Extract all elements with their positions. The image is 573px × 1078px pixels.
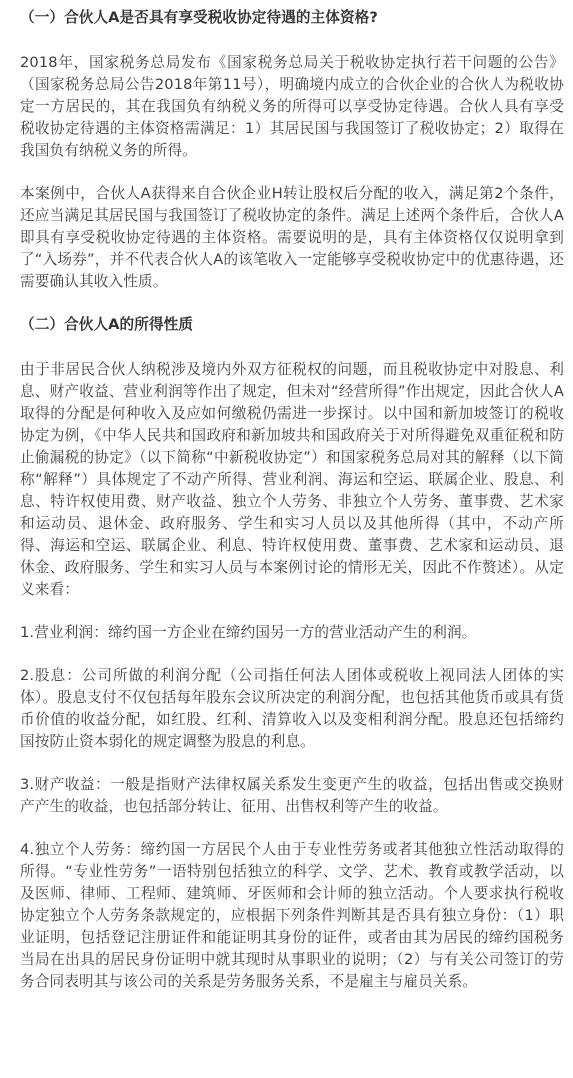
section-heading-2: （二）合伙人A的所得性质 — [20, 316, 194, 333]
paragraph-3: 由于非居民合伙人纳税涉及境内外双方征税权的问题，而且税收协定中对股息、利息、财产收益、营业利润等作出了规定，但未对“经营所得”作出规定，因此合伙人A取得的分配是何种收入及应如何缴税仍需进一步探讨。以中国和新加坡签订的税收协定为例，《中华人民共和国政府和新加坡共和国政府关于对所得避免双重征税和防止偷漏税的协定》（以下简称“中新税收协定”）和国家税务总局对其的解释（以下简称“解释”）具体规定了不动产所得、营业利润、海运和空运、联属企业、股息、利息、特许权使用费、财产收益、独立个人劳务、非独立个人劳务、董事费、艺术家和运动员、退休金、政府服务、学生和实习人员以及其他所得（其中，不动产所得、海运和空运、联属企业、利息、特许权使用费、董事费、艺术家和运动员、退休金、政府服务、学生和实习人员与本案例讨论的情形无关，因此不作赘述）。从定义来看： — [20, 361, 564, 598]
paragraph-2: 本案例中，合伙人A获得来自合伙企业H转让股权后分配的收入，满足第2个条件，还应当满足其居民国与我国签订了税收协定的条件。满足上述两个条件后，合伙人A即具有享受税收协定待遇的主体资格。需要说明的是，具有主体资格仅仅说明拿到了“入场券”，并不代表合伙人A的该笔收入一定能够享受税收协定中的优惠待遇，还需要确认其收入性质。 — [20, 185, 564, 290]
paragraph-independent-services: 4.独立个人劳务：缔约国一方居民个人由于专业性劳务或者其他独立性活动取得的所得。“专业性劳务”一语特别包括独立的科学、文学、艺术、教育或教学活动，以及医师、律师、工程师、建筑师、牙医师和会计师的独立活动。个人要求执行税收协定独立个人劳务条款规定的，应根据下列条件判断其是否具有独立身份：（1）职业证明，包括登记注册证件和能证明其身份的证件，或者由其为居民的缔约国税务当局在出具的居民身份证明中就其现时从事职业的说明；（2）与有关公司签订的劳务合同表明其与该公司的关系是劳务服务关系，不是雇主与雇员关系。 — [20, 841, 564, 990]
section-heading-1: （一）合伙人A是否具有享受税收协定待遇的主体资格? — [20, 9, 378, 26]
paragraph-dividends: 2.股息：公司所做的利润分配（公司指任何法人团体或税收上视同法人团体的实体）。股息支付不仅包括每年股东会议所决定的利润分配，也包括其他货币或具有货币价值的收益分配，如红股、红利、清算收入以及变相利润分配。股息还包括缔约国按防止资本弱化的规定调整为股息的利息。 — [20, 667, 564, 750]
paragraph-capital-gains: 3.财产收益：一般是指财产法律权属关系发生变更产生的收益，包括出售或交换财产产生的收益，也包括部分转让、征用、出售权利等产生的收益。 — [20, 776, 564, 815]
paragraph-1: 2018年，国家税务总局发布《国家税务总局关于税收协定执行若干问题的公告》（国家税务总局公告2018年第11号），明确境内成立的合伙企业的合伙人为税收协定一方居民的，其在我国负有纳税义务的所得可以享受协定待遇。合伙人具有享受税收协定待遇的主体资格需满足：1）其居民国与我国签订了税收协定；2）取得在我国负有纳税义务的所得。 — [20, 54, 564, 159]
paragraph-business-profits: 1.营业利润：缔约国一方企业在缔约国另一方的营业活动产生的利润。 — [20, 624, 477, 641]
